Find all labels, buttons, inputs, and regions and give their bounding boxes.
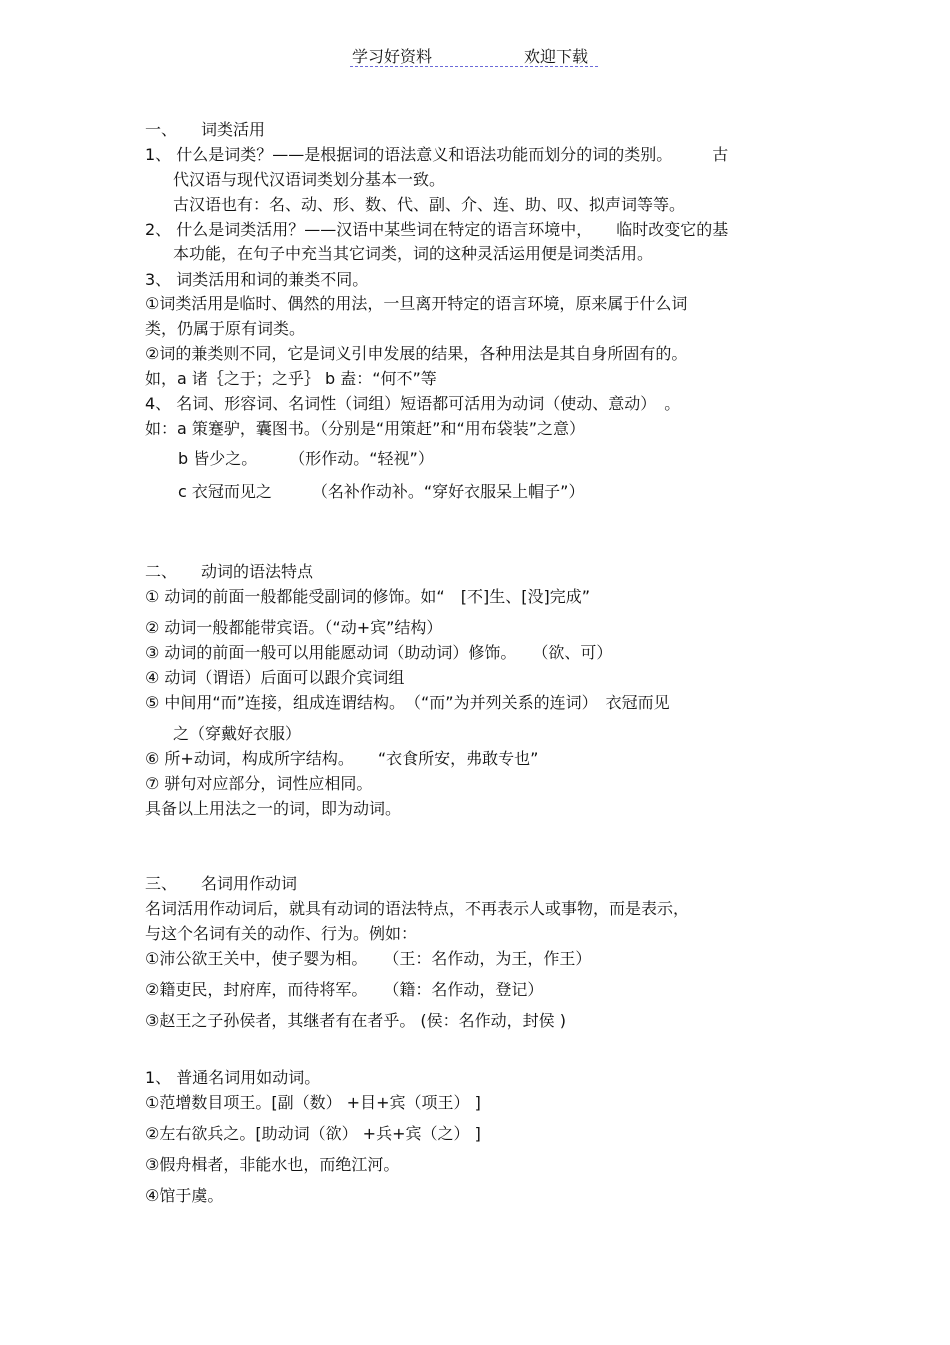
section-heading-2: 二、 动词的语法特点	[145, 562, 314, 581]
header-right-text: 欢迎下载	[524, 47, 589, 66]
text-line: 与这个名词有关的动作、行为。例如：	[145, 924, 418, 943]
text-line: 3、 词类活用和词的兼类不同。	[145, 270, 369, 289]
text-line: 名词活用作动词后，就具有动词的语法特点，不再表示人或事物，而是表示，	[145, 899, 690, 918]
text-line: ②籍吏民，封府库，而待将军。 （籍：名作动，登记）	[145, 980, 544, 999]
text-line: 具备以上用法之一的词，即为动词。	[145, 799, 402, 818]
text-line: ⑥ 所+动词，构成所字结构。 “衣食所安，弗敢专也”	[145, 749, 539, 768]
text-line: ①词类活用是临时、偶然的用法，一旦离开特定的语言环境，原来属于什么词	[145, 294, 688, 313]
header-left-text: 学习好资料	[352, 47, 433, 66]
page-header	[350, 42, 598, 67]
text-line: 如：a 策蹇驴，囊图书。（分别是“用策赶”和“用布袋装”之意）	[145, 419, 586, 438]
text-line: ⑦ 骈句对应部分，词性应相同。	[145, 774, 373, 793]
text-line: 古汉语也有：名、动、形、数、代、副、介、连、助、叹、拟声词等等。	[173, 195, 686, 214]
text-line: ④馆于虞。	[145, 1186, 224, 1205]
section-heading-3: 三、 名词用作动词	[145, 874, 298, 893]
text-line: 代汉语与现代汉语词类划分基本一致。	[173, 170, 446, 189]
text-line: ② 动词一般都能带宾语。（“动+宾”结构）	[145, 618, 443, 637]
text-line: ②左右欲兵之。[助动词（欲） +兵+宾（之） ]	[145, 1124, 481, 1143]
text-line: ③赵王之子孙侯者，其继者有在者乎。 (侯：名作动，封侯 )	[145, 1011, 567, 1030]
text-line: 类，仍属于原有词类。	[145, 319, 306, 338]
text-line: ④ 动词（谓语）后面可以跟介宾词组	[145, 668, 405, 687]
text-line: ③假舟楫者，非能水也，而绝江河。	[145, 1155, 400, 1174]
text-line: ①沛公欲王关中，使子婴为相。 （王：名作动，为王，作王）	[145, 949, 592, 968]
text-line: 1、 普通名词用如动词。	[145, 1068, 321, 1087]
text-line: 1、 什么是词类？——是根据词的语法意义和语法功能而划分的词的类别。 古	[145, 145, 729, 164]
text-line: 之（穿戴好衣服）	[173, 724, 302, 743]
section-heading-1: 一、 词类活用	[145, 120, 266, 139]
text-line: ① 动词的前面一般都能受副词的修饰。如“ [不]生、[没]完成”	[145, 587, 590, 606]
text-line: ②词的兼类则不同，它是词义引申发展的结果，各种用法是其自身所固有的。	[145, 344, 688, 363]
text-line: 2、 什么是词类活用？——汉语中某些词在特定的语言环境中， 临时改变它的基	[145, 220, 729, 239]
text-line: 本功能，在句子中充当其它词类，词的这种灵活运用便是词类活用。	[173, 244, 654, 263]
text-line: c 衣冠而见之 （名补作动补。“穿好衣服呆上帽子”）	[178, 482, 585, 501]
text-line: 如，a 诸｛之于；之乎｝ b 盍：“何不”等	[145, 369, 437, 388]
text-line: ③ 动词的前面一般可以用能愿动词（助动词）修饰。 （欲、可）	[145, 643, 613, 662]
text-line: b 皆少之。 （形作动。“轻视”）	[178, 449, 434, 468]
text-line: ⑤ 中间用“而”连接，组成连谓结构。 （“而”为并列关系的连词） 衣冠而见	[145, 693, 670, 712]
text-line: 4、 名词、形容词、名词性（词组）短语都可活用为动词（使动、意动） 。	[145, 394, 681, 413]
text-line: ①范增数目项王。[副（数） +目+宾（项王） ]	[145, 1093, 481, 1112]
